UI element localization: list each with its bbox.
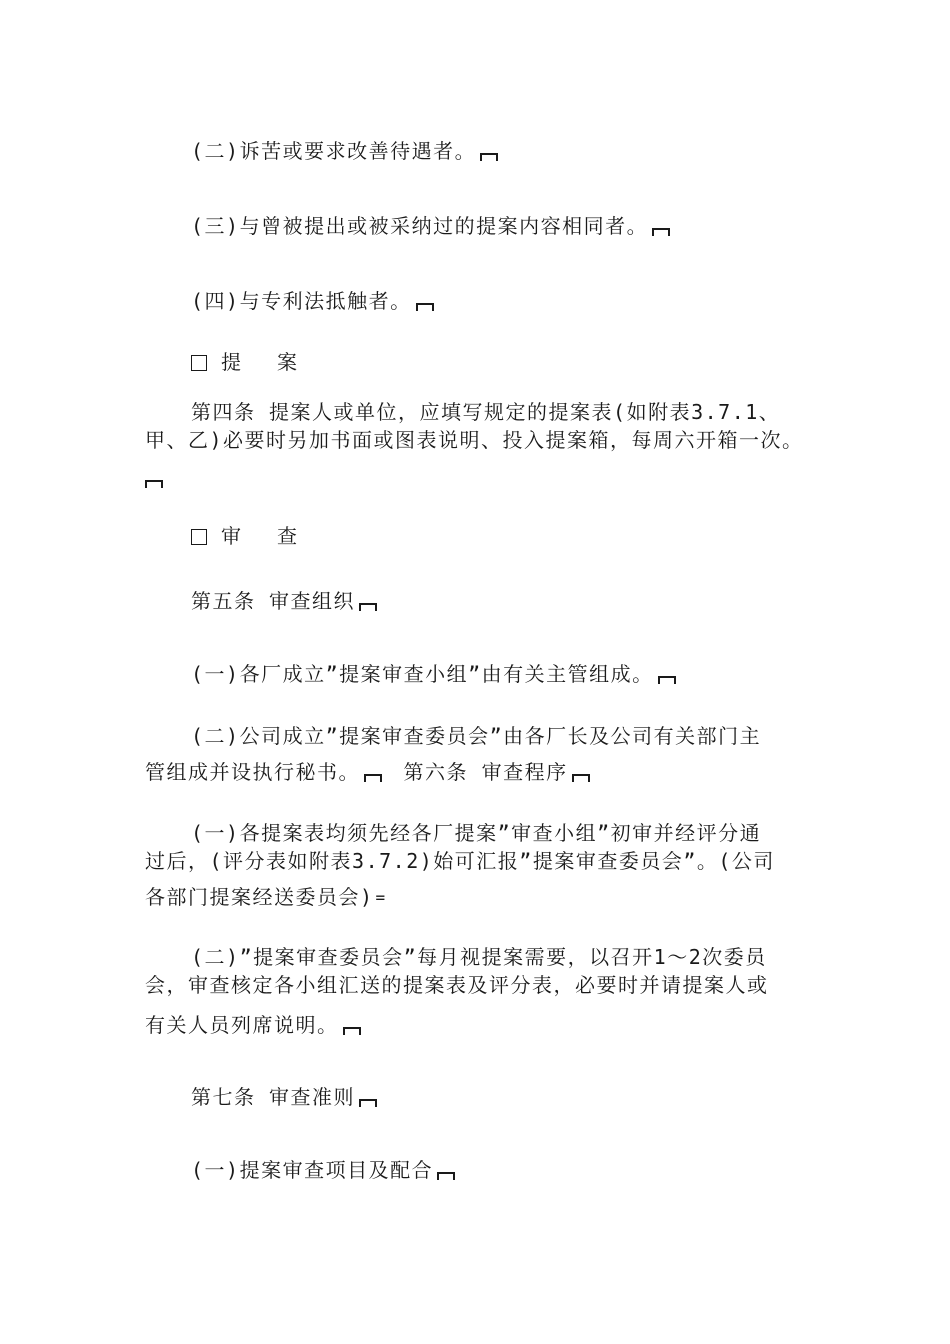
- text-line: (二)诉苦或要求改善待遇者。: [191, 139, 477, 163]
- text-line: (一)提案审查项目及配合: [191, 1158, 434, 1182]
- paragraph-end-mark: =: [375, 888, 387, 907]
- text-line: 第六条 审查程序: [403, 760, 568, 784]
- text-line: 各部门提案经送委员会): [145, 885, 374, 909]
- text-line: 过后，(评分表如附表3.7.2)始可汇报”提案审查委员会”。(公司: [145, 849, 775, 873]
- text-line: 会，审查核定各小组汇送的提案表及评分表，必要时并请提案人或: [145, 973, 769, 997]
- checkbox-square-icon: [191, 529, 207, 545]
- paragraph-continued: [145, 885, 387, 910]
- paragraph-mark-icon: [658, 676, 676, 684]
- paragraph-continued: [145, 973, 769, 997]
- paragraph-continued: [145, 428, 804, 452]
- paragraph-end: [145, 466, 163, 490]
- paragraph: [191, 400, 780, 424]
- article-heading: [191, 589, 377, 613]
- section-heading: [191, 524, 309, 548]
- text-line: (二)公司成立”提案审查委员会”由各厂长及公司有关部门主: [191, 724, 762, 748]
- paragraph-mark-icon: [145, 480, 163, 488]
- paragraph: [191, 662, 676, 686]
- paragraph: [191, 945, 767, 969]
- text-line: 第五条 审查组织: [191, 589, 356, 613]
- text-line: (四)与专利法抵触者。: [191, 289, 412, 313]
- paragraph: [191, 821, 761, 845]
- text-line: (三)与曾被提出或被采纳过的提案内容相同者。: [191, 214, 649, 238]
- paragraph: [191, 214, 670, 238]
- paragraph: [191, 724, 761, 748]
- text-line: (二)”提案审查委员会”每月视提案需要，以召开1～2次委员: [191, 945, 767, 969]
- paragraph-mark-icon: [652, 228, 670, 236]
- paragraph-continued: [145, 1013, 361, 1037]
- text-line: (一)各厂成立”提案审查小组”由有关主管组成。: [191, 662, 654, 686]
- section-heading: [191, 350, 309, 374]
- text-line: 管组成并设执行秘书。: [145, 760, 360, 784]
- text-line: 第四条 提案人或单位，应填写规定的提案表(如附表3.7.1、: [191, 400, 781, 424]
- paragraph-mark-icon: [572, 774, 590, 782]
- article-heading: [191, 1085, 377, 1109]
- text-line: (一)各提案表均须先经各厂提案”审查小组”初审并经评分通: [191, 821, 762, 845]
- paragraph-mark-icon: [343, 1027, 361, 1035]
- paragraph: [191, 1158, 455, 1182]
- checkbox-square-icon: [191, 355, 207, 371]
- paragraph: [191, 139, 498, 163]
- paragraph-mark-icon: [364, 774, 382, 782]
- paragraph-mark-icon: [480, 153, 498, 161]
- paragraph-mark-icon: [437, 1172, 455, 1180]
- paragraph-continued: [145, 760, 590, 784]
- paragraph-mark-icon: [416, 303, 434, 311]
- heading-text: 审 查: [221, 524, 310, 548]
- paragraph-mark-icon: [359, 603, 377, 611]
- paragraph-mark-icon: [359, 1099, 377, 1107]
- heading-text: 提 案: [221, 350, 310, 374]
- paragraph: [191, 289, 434, 313]
- text-line: 有关人员列席说明。: [145, 1013, 339, 1037]
- text-line: 甲、乙)必要时另加书面或图表说明、投入提案箱，每周六开箱一次。: [145, 428, 804, 452]
- text-line: 第七条 审查准则: [191, 1085, 356, 1109]
- paragraph-continued: [145, 849, 775, 873]
